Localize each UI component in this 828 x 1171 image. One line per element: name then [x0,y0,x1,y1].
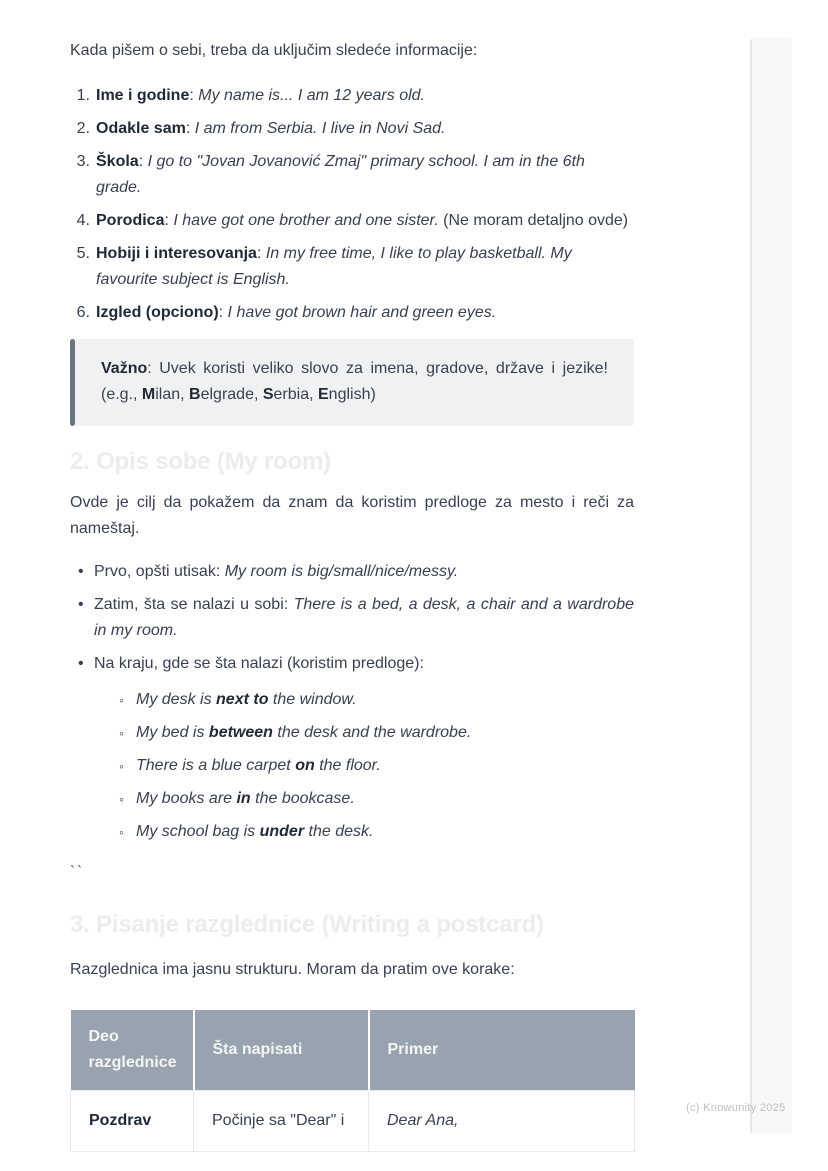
bullet-item-prvo [70,559,634,585]
item-separator: : [189,87,199,104]
preposition: under [259,823,305,840]
circle-bullet-icon: ◦ [119,692,124,708]
bullet-label: Na kraju, gde se šta nalazi (koristim predloge): [94,655,424,672]
sub-bullet-item: ◦ There is a blue carpet on the floor. [94,753,634,779]
disc-bullet-icon: • [78,655,84,672]
preposition: on [295,757,315,774]
item-note: (Ne moram detaljno ovde) [438,212,629,229]
list-number: 1. [76,87,90,104]
item-separator: : [218,304,228,321]
document-page [70,38,634,1152]
bullet-item-na-kraju [70,651,634,852]
list-number: 4. [76,212,90,229]
list-number: 3. [76,153,90,170]
important-callout [70,339,634,426]
next-page-edge-strip [750,38,792,1133]
item-example: I have got one brother and one sister. [173,212,439,229]
preposition: between [208,724,273,741]
disc-bullet-icon: • [78,563,84,580]
about-me-numbered-list [70,83,634,326]
postcard-structure-table [70,1010,635,1152]
circle-bullet-icon: ◦ [119,824,124,840]
item-example: I am from Serbia. I live in Novi Sad. [194,120,446,137]
item-label: Porodica [96,212,165,229]
list-number: 5. [76,245,90,262]
item-separator: : [138,153,148,170]
list-item-hobiji [70,241,634,293]
item-label: Hobiji i interesovanja [96,245,257,262]
section-heading-my-room: 2. Opis sobe (My room) [70,448,331,475]
knowunity-watermark: (c) Knowunity 2025 [686,1102,786,1114]
list-item-ime-i-godine [70,83,634,109]
sub-bullet-item: ◦ My school bag is under the desk. [94,819,634,845]
list-item-skola [70,149,634,201]
item-example: I have got brown hair and green eyes. [227,304,497,321]
list-item-izgled [70,300,634,326]
table-cell-deo: Pozdrav [71,1091,194,1152]
disc-bullet-icon: • [78,596,84,613]
bullet-example: There is a bed, a desk, a chair and a wardrobe in my room. [94,596,635,639]
item-label: Odakle sam [96,120,186,137]
bullet-label: Zatim, šta se nalazi u sobi: [94,596,294,613]
table-cell-primer: Dear Ana, [369,1091,635,1152]
bullet-label: Prvo, opšti utisak: [94,563,225,580]
preposition: in [236,790,251,807]
list-item-porodica [70,208,634,234]
sub-bullet-item: ◦ My desk is next to the window. [94,687,634,713]
item-example: In my free time, I like to play basketball. My favourite subject is English. [96,245,572,288]
circle-bullet-icon: ◦ [119,725,124,741]
stray-backticks: `` [70,863,84,880]
item-label: Izgled (opciono) [96,304,219,321]
item-separator: : [185,120,195,137]
table-header-primer: Primer [369,1010,635,1091]
table-header-sta-napisati: Šta napisati [194,1010,369,1091]
table-cell-sta-napisati: Počinje sa "Dear" i [194,1091,369,1152]
table-header-deo-razglednice: Deo razglednice [71,1010,194,1091]
sub-bullet-item: ◦ My bed is between the desk and the wardrobe. [94,720,634,746]
prepositions-sublist [94,687,634,845]
item-separator: : [164,212,174,229]
item-example: I go to "Jovan Jovanović Zmaj" primary school. I am in the 6th grade. [96,153,585,196]
circle-bullet-icon: ◦ [119,791,124,807]
room-bullet-list [70,559,634,852]
item-label: Ime i godine [96,87,190,104]
item-separator: : [256,245,266,262]
postcard-intro-paragraph: Razglednica ima jasnu strukturu. Moram da pratim ove korake: [70,961,515,978]
table-row-pozdrav [71,1091,635,1152]
callout-accent-bar [70,339,75,426]
callout-text: Važno: Uvek koristi veliko slovo za imena, gradove, države i jezike! (e.g., Milan, Belgrade, Serbia, English) [75,339,634,426]
section-heading-postcard: 3. Pisanje razglednice (Writing a postcard) [70,911,544,938]
preposition: next to [216,691,269,708]
item-example: My name is... I am 12 years old. [198,87,425,104]
intro-paragraph: Kada pišem o sebi, treba da uključim sledeće informacije: [70,42,478,59]
bullet-example: My room is big/small/nice/messy. [224,563,459,580]
sub-bullet-item: ◦ My books are in the bookcase. [94,786,634,812]
bullet-item-zatim [70,592,634,644]
circle-bullet-icon: ◦ [119,758,124,774]
room-intro-paragraph: Ovde je cilj da pokažem da znam da koristim predloge za mesto i reči za nameštaj. [70,494,634,537]
list-number: 2. [76,120,90,137]
table-header-row [71,1010,635,1091]
list-item-odakle-sam [70,116,634,142]
list-number: 6. [76,304,90,321]
item-label: Škola [96,153,139,170]
callout-label: Važno [101,360,148,377]
